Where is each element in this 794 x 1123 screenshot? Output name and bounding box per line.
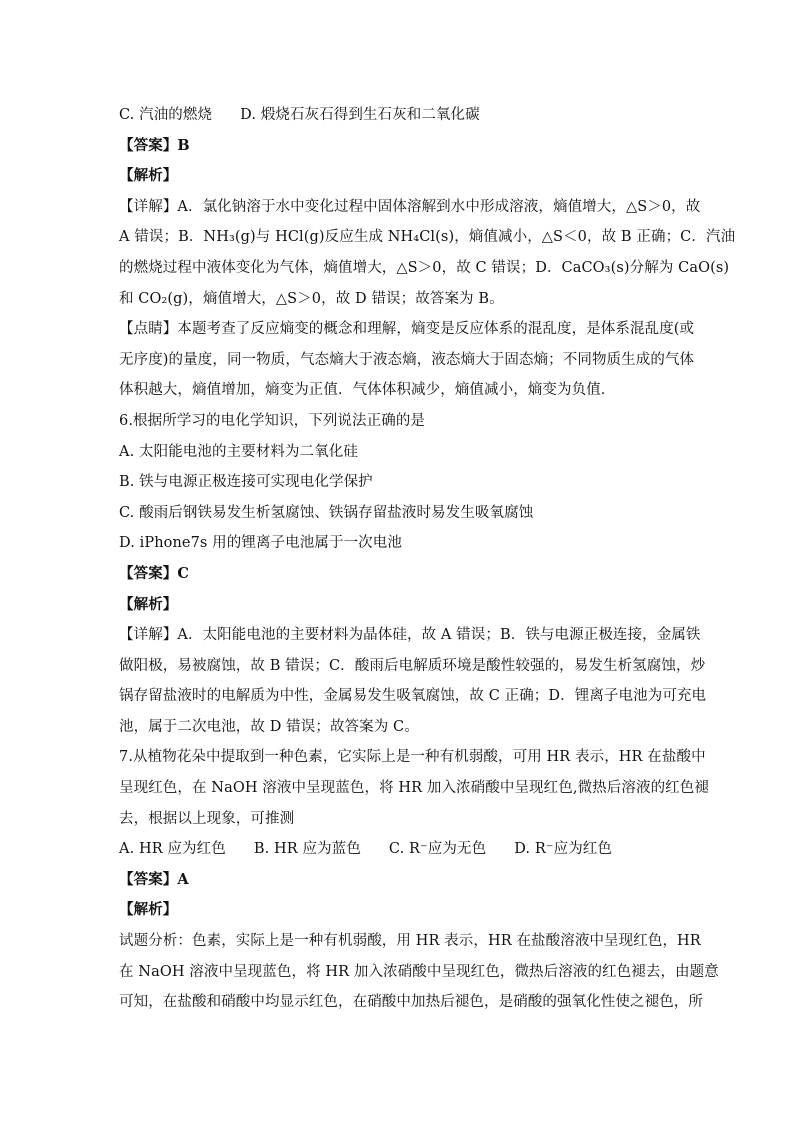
q5-detail-line: 和 CO₂(g)，熵值增大，△S＞0，故 D 错误；故答案为 B。 (119, 290, 504, 307)
q7-option-b: B. HR 应为蓝色 (253, 841, 361, 858)
q5-analysis-label: 【解析】 (119, 167, 178, 185)
q6-option-d: D. iPhone7s 用的锂离子电池属于一次电池 (119, 535, 402, 552)
q7-option-d: D. R⁻应为红色 (514, 841, 613, 858)
q6-detail-line: 锅存留盐液时的电解质为中性，金属易发生吸氧腐蚀，故 C 正确；D．锂离子电池为可充电 (119, 688, 707, 705)
q7-option-a: A. HR 应为红色 (119, 841, 226, 858)
q6-analysis-label: 【解析】 (119, 595, 178, 613)
q7-options (119, 834, 679, 865)
q7-analysis-line: 在 NaOH 溶液中呈现蓝色，将 HR 加入浓硝酸中呈现红色，微热后溶液的红色褪去，由题意 (119, 963, 719, 980)
document-page (119, 100, 736, 1018)
q7-answer: 【答案】A (119, 870, 189, 888)
q5-comment-line: 【点睛】本题考查了反应熵变的概念和理解，熵变是反应体系的混乱度，是体系混乱度(或 (119, 321, 695, 338)
q5-detail-line: A 错误；B．NH₃(g)与 HCl(g)反应生成 NH₄Cl(s)，熵值减小，△S＜0，故 B 正确；C．汽油 (119, 229, 736, 246)
q5-detail-line: 【详解】A．氯化钠溶于水中变化过程中固体溶解到水中形成溶液，熵值增大，△S＞0，故 (119, 198, 701, 215)
q5-option-d: D. 煅烧石灰石得到生石灰和二氧化碳 (240, 107, 480, 123)
q6-detail-line: 做阳极，易被腐蚀，故 B 错误；C．酸雨后电解质环境是酸性较强的，易发生析氢腐蚀，炒 (119, 657, 706, 674)
q7-analysis-line: 可知，在盐酸和硝酸中均显示红色，在硝酸中加热后褪色，是硝酸的强氧化性使之褪色，所 (119, 994, 703, 1011)
q6-detail-line: 池，属于二次电池，故 D 错误；故答案为 C。 (119, 718, 419, 735)
q6-option-a: A. 太阳能电池的主要材料为二氧化硅 (119, 443, 358, 460)
q5-option-c: C. 汽油的燃烧 (119, 107, 213, 123)
q6-option-b: B. 铁与电源正极连接可实现电化学保护 (119, 474, 373, 491)
q5-detail-line: 的燃烧过程中液体变化为气体，熵值增大，△S＞0，故 C 错误；D．CaCO₃(s)分解为 CaO(s) (119, 259, 730, 276)
q7-stem-line: 呈现红色，在 NaOH 溶液中呈现蓝色，将 HR 加入浓硝酸中呈现红色,微热后溶液的红色褪 (119, 780, 709, 797)
q5-comment-line: 体积越大，熵值增加，熵变为正值．气体体积减少，熵值减小，熵变为负值． (119, 382, 616, 399)
q7-analysis-line: 试题分析：色素，实际上是一种有机弱酸，用 HR 表示，HR 在盐酸溶液中呈现红色，HR (119, 933, 701, 950)
q6-answer: 【答案】C (119, 564, 190, 582)
q7-analysis-label: 【解析】 (119, 901, 178, 919)
q7-option-c: C. R⁻应为无色 (388, 841, 487, 858)
q7-stem-line: 去，根据以上现象，可推测 (119, 810, 295, 827)
q5-options-cd (119, 100, 679, 131)
q6-option-c: C. 酸雨后钢铁易发生析氢腐蚀、铁锅存留盐液时易发生吸氧腐蚀 (119, 504, 534, 521)
q5-answer: 【答案】B (119, 136, 190, 154)
q7-stem-line: 7.从植物花朵中提取到一种色素，它实际上是一种有机弱酸，可用 HR 表示，HR 在盐酸中 (119, 749, 706, 766)
q6-stem: 6.根据所学习的电化学知识，下列说法正确的是 (119, 412, 426, 429)
q5-comment-line: 无序度)的量度，同一物质，气态熵大于液态熵，液态熵大于固态熵；不同物质生成的气体 (119, 351, 695, 368)
q6-detail-line: 【详解】A．太阳能电池的主要材料为晶体硅，故 A 错误；B．铁与电源正极连接，金属铁 (119, 627, 701, 644)
